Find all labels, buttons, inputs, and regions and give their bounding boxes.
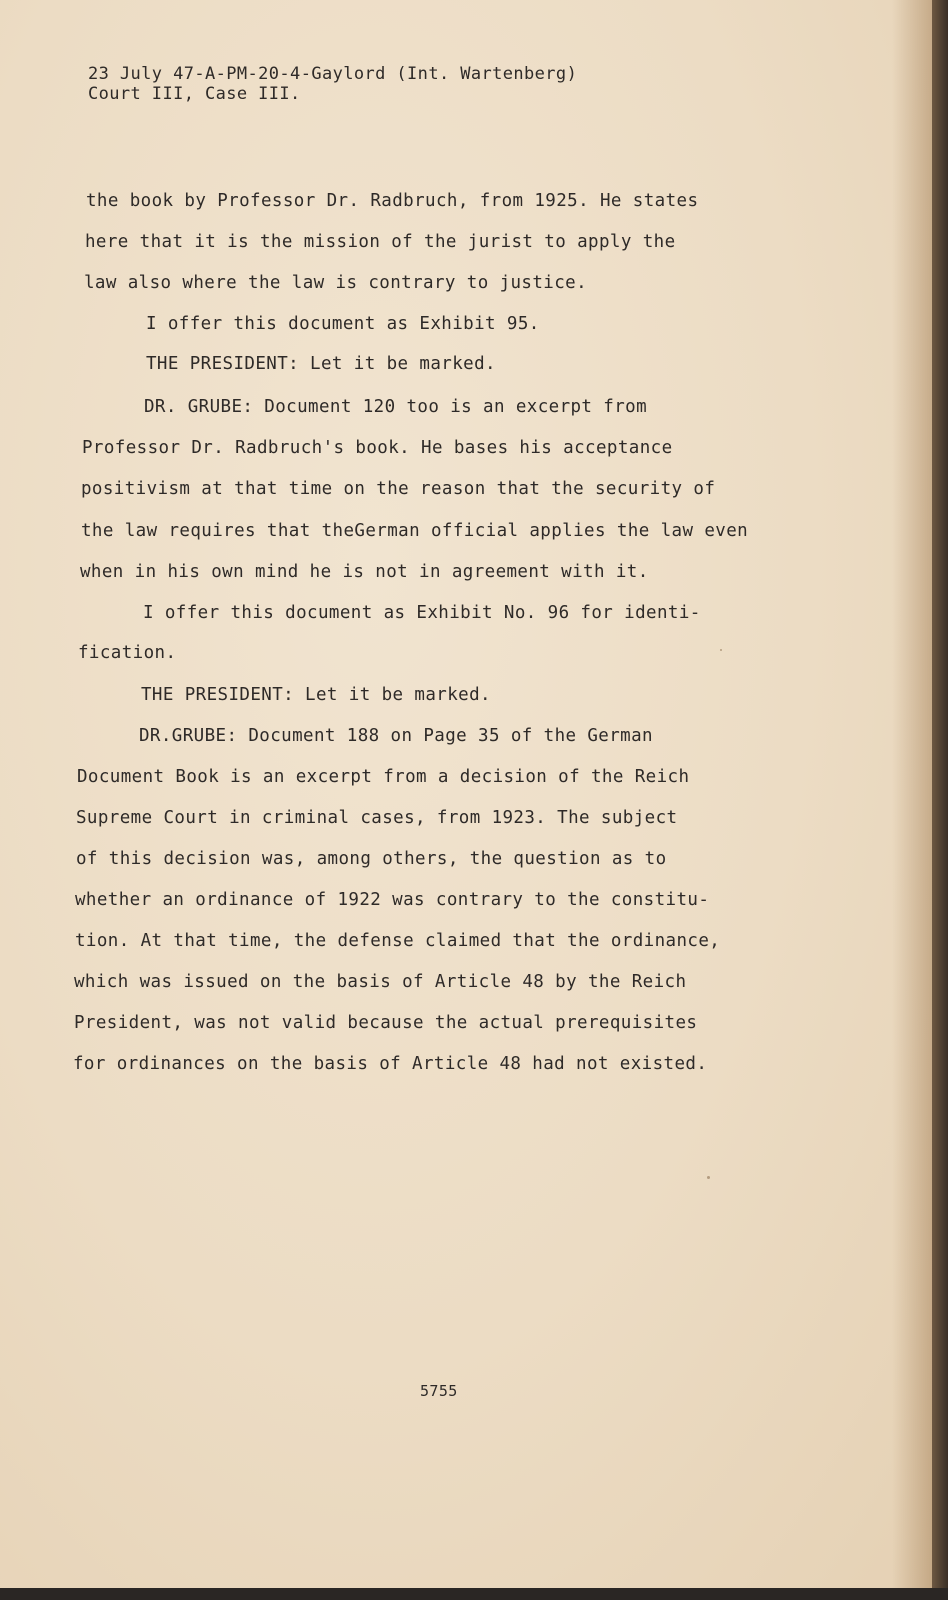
transcript-line-14: DR.GRUBE: Document 188 on Page 35 of the German xyxy=(139,726,653,746)
transcript-line-17: of this decision was, among others, the question as to xyxy=(76,849,667,869)
page-number: 5755 xyxy=(420,1382,458,1400)
paper-speck xyxy=(707,1176,710,1179)
transcript-line-7: Professor Dr. Radbruch's book. He bases his acceptance xyxy=(82,438,673,458)
page-bottom-shadow xyxy=(0,1588,948,1600)
transcript-line-12: fication. xyxy=(78,643,177,663)
transcript-line-4: I offer this document as Exhibit 95. xyxy=(146,314,540,334)
transcript-line-20: which was issued on the basis of Article 48 by the Reich xyxy=(74,972,687,992)
transcript-line-3: law also where the law is contrary to justice. xyxy=(84,273,588,293)
header-court-line: Court III, Case III. xyxy=(88,84,301,104)
transcript-line-22: for ordinances on the basis of Article 48 had not existed. xyxy=(73,1054,708,1074)
transcript-line-16: Supreme Court in criminal cases, from 1923. The subject xyxy=(76,808,678,828)
transcript-line-15: Document Book is an excerpt from a decision of the Reich xyxy=(77,767,690,787)
transcript-line-10: when in his own mind he is not in agreement with it. xyxy=(80,562,649,582)
transcript-line-13: THE PRESIDENT: Let it be marked. xyxy=(141,685,491,705)
transcript-line-11: I offer this document as Exhibit No. 96 for identi- xyxy=(143,603,701,623)
transcript-line-1: the book by Professor Dr. Radbruch, from 1925. He states xyxy=(86,191,699,211)
transcript-line-19: tion. At that time, the defense claimed that the ordinance, xyxy=(75,931,721,951)
transcript-line-21: President, was not valid because the actual prerequisites xyxy=(74,1013,698,1033)
transcript-line-18: whether an ordinance of 1922 was contrary to the constitu- xyxy=(75,890,710,910)
paper-speck xyxy=(720,649,722,651)
transcript-line-6: DR. GRUBE: Document 120 too is an excerpt from xyxy=(144,397,648,417)
page-edge-shadow xyxy=(932,0,948,1600)
transcript-line-5: THE PRESIDENT: Let it be marked. xyxy=(146,354,496,374)
transcript-line-8: positivism at that time on the reason that the security of xyxy=(81,479,716,499)
transcript-line-9: the law requires that theGerman official applies the law even xyxy=(81,521,749,541)
header-session-line: 23 July 47-A-PM-20-4-Gaylord (Int. Wartenberg) xyxy=(88,64,578,84)
transcript-line-2: here that it is the mission of the jurist to apply the xyxy=(85,232,676,252)
